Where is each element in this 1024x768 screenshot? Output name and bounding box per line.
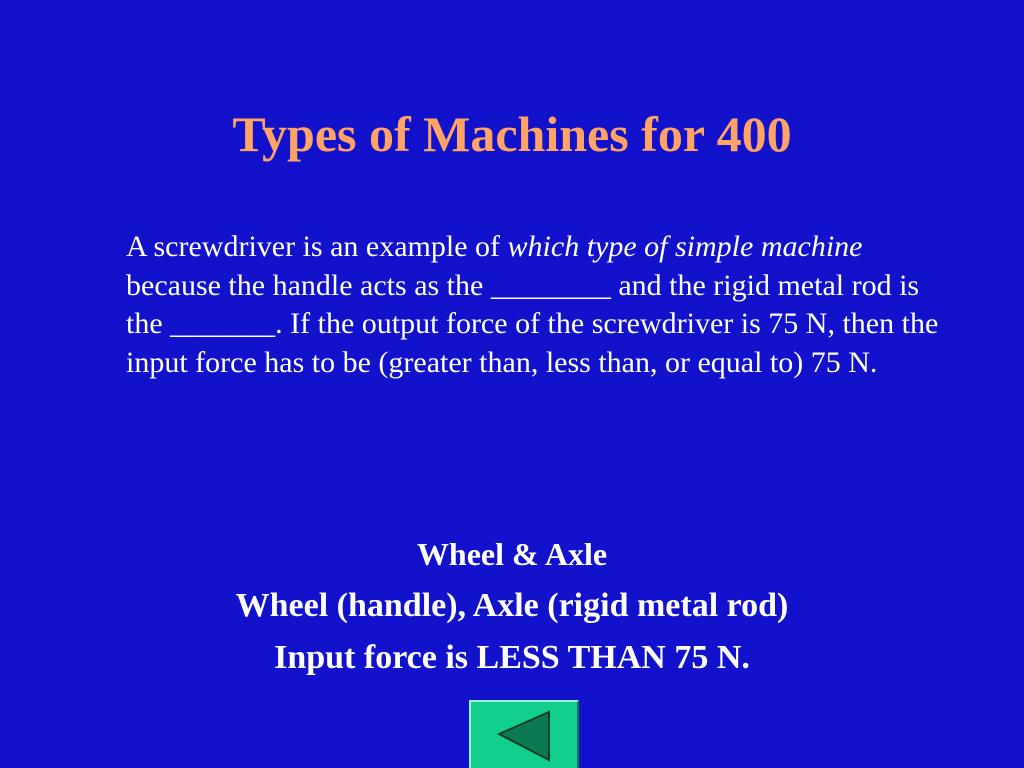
back-button[interactable] bbox=[469, 700, 579, 768]
question-part2: because the handle acts as the ________ and the rigid metal rod is the _______. If the output force of the screwdriver is 75 N, then the input force has to be (greater than, less than, or equal to) 75 N. bbox=[126, 268, 939, 379]
left-triangle-icon bbox=[471, 702, 577, 768]
answer-line-3: Input force is LESS THAN 75 N. bbox=[274, 639, 750, 676]
question-part1: A screwdriver is an example of bbox=[126, 230, 508, 263]
slide-title: Types of Machines for 400 bbox=[232, 106, 792, 162]
answer-line-2: Wheel (handle), Axle (rigid metal rod) bbox=[235, 587, 789, 624]
question-italic: which type of simple machine bbox=[507, 230, 863, 263]
question-text bbox=[126, 228, 946, 382]
answer-block bbox=[0, 528, 1024, 684]
answer-line-1: Wheel & Axle bbox=[416, 536, 608, 572]
